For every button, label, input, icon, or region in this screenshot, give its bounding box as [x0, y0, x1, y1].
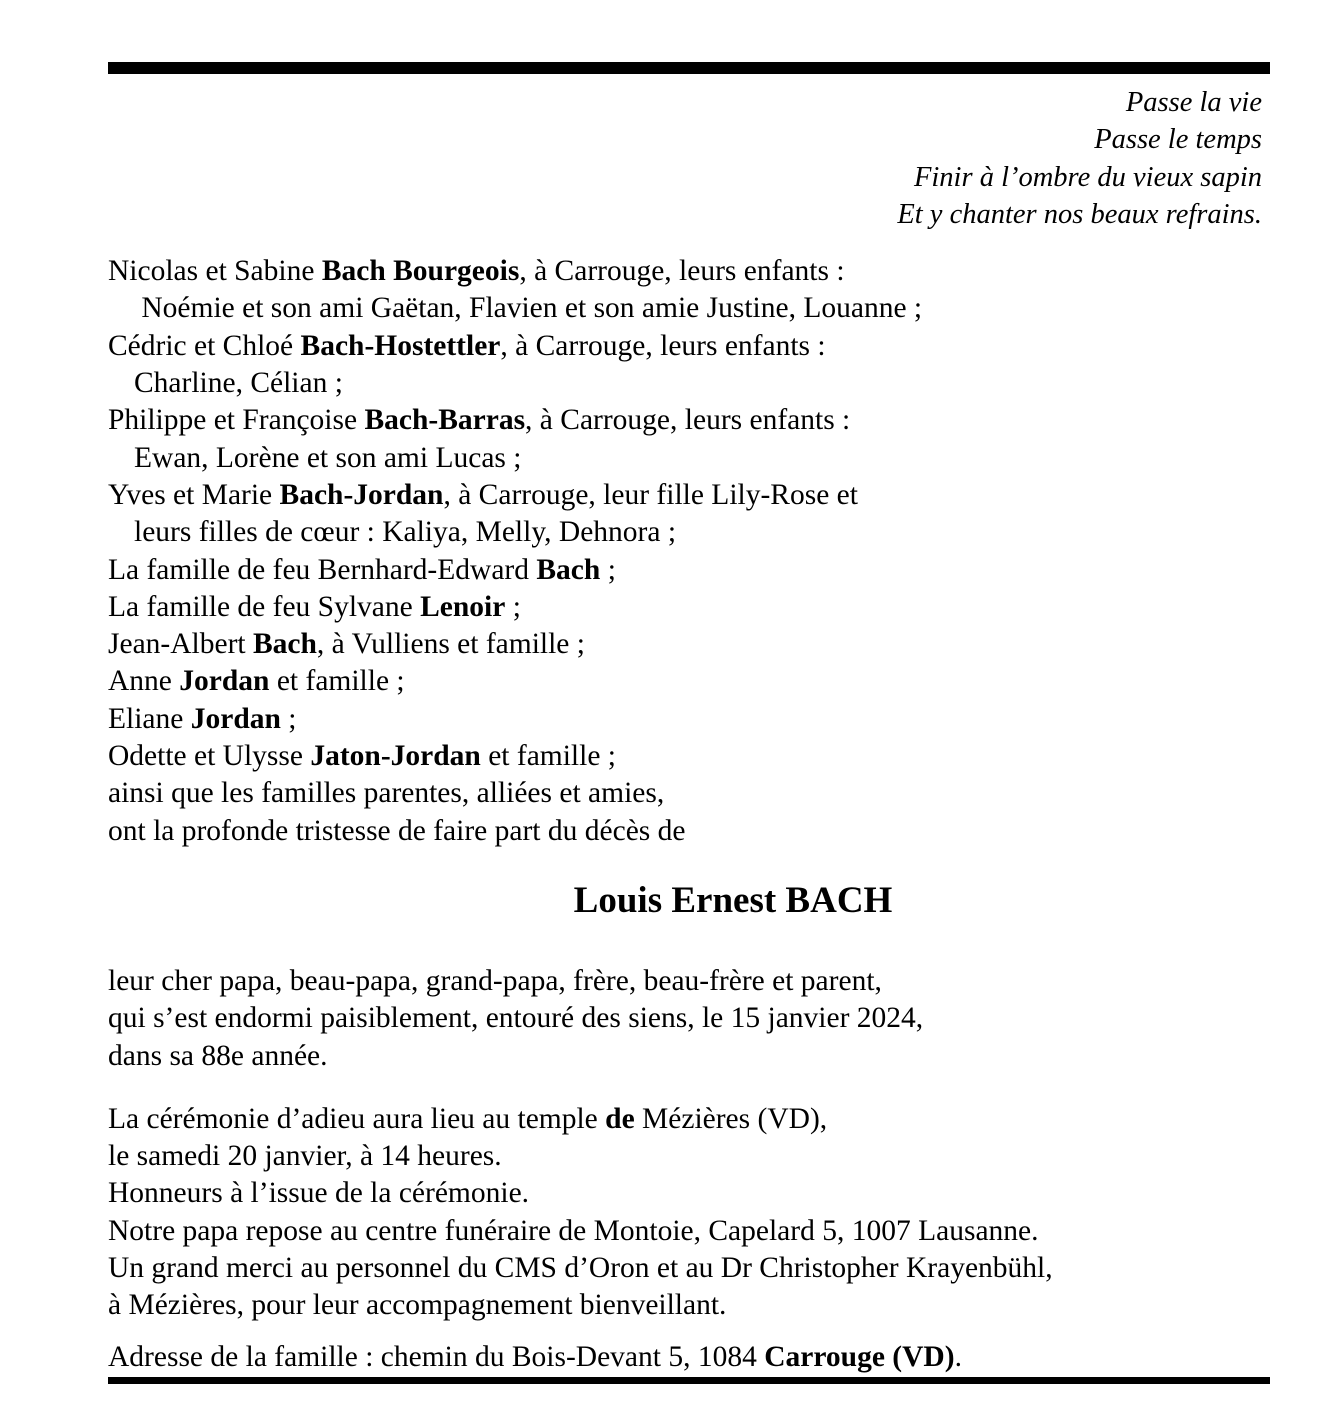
text-line	[108, 84, 1262, 121]
text-segment: Jean-Albert	[108, 628, 253, 661]
text-line	[108, 514, 1262, 551]
text-segment: qui s’est endormi paisiblement, entouré des siens, le 15 janvier 2024,	[108, 1002, 924, 1035]
text-segment: , à Carrouge, leurs enfants :	[519, 255, 845, 288]
bold-text-segment: de	[605, 1102, 635, 1135]
text-segment: dans sa 88e année.	[108, 1039, 328, 1072]
text-segment: , à Carrouge, leurs enfants :	[525, 404, 851, 437]
text-segment: Honneurs à l’issue de la cérémonie.	[108, 1177, 530, 1210]
text-segment: , à Vulliens et famille ;	[316, 628, 585, 661]
deceased-name: Louis Ernest BACH	[573, 879, 893, 921]
text-line	[108, 365, 1262, 402]
text-segment: et famille ;	[269, 665, 405, 698]
bottom-rule	[108, 1377, 1270, 1384]
bold-text-segment: Jordan	[179, 665, 270, 698]
text-line	[108, 738, 1262, 775]
bold-text-segment: Bach-Barras	[364, 404, 526, 437]
text-line	[108, 121, 1262, 158]
text-line	[108, 589, 1262, 626]
text-line	[108, 1038, 1262, 1075]
text-segment: ainsi que les familles parentes, alliées et amies,	[108, 777, 665, 810]
bold-text-segment: Jordan	[190, 702, 281, 735]
text-segment: , à Carrouge, leurs enfants :	[500, 329, 826, 362]
epigraph-poem	[108, 84, 1262, 233]
text-line	[108, 477, 1262, 514]
bold-text-segment: Bach Bourgeois	[321, 255, 520, 288]
text-segment: Philippe et Françoise	[108, 404, 365, 437]
text-line	[108, 402, 1262, 439]
text-line	[108, 701, 1262, 738]
text-line	[108, 552, 1262, 589]
text-segment: .	[954, 1340, 962, 1373]
text-line	[108, 775, 1262, 812]
text-segment: Eliane	[108, 702, 191, 735]
notice-content	[108, 84, 1262, 1376]
paragraph-ceremony-details	[108, 1101, 1262, 1325]
text-segment: Cédric et Chloé	[108, 329, 301, 362]
text-line	[108, 813, 1262, 850]
text-line	[108, 290, 1262, 327]
text-line	[108, 1138, 1262, 1175]
text-line	[108, 626, 1262, 663]
text-line	[108, 253, 1262, 290]
text-segment: Mézières (VD),	[634, 1102, 828, 1135]
text-line	[108, 440, 1262, 477]
top-rule	[108, 62, 1270, 74]
text-segment: Adresse de la famille : chemin du Bois-Devant 5, 1084	[108, 1340, 765, 1373]
paragraph-deceased-relation	[108, 963, 1262, 1075]
text-segment: Et y chanter nos beaux refrains.	[897, 198, 1262, 230]
text-segment: Ewan, Lorène et son ami Lucas ;	[134, 441, 522, 474]
text-segment: ;	[505, 590, 521, 623]
text-line	[108, 1000, 1262, 1037]
text-segment: La famille de feu Bernhard-Edward	[108, 553, 537, 586]
text-segment: La cérémonie d’adieu aura lieu au temple	[108, 1102, 606, 1135]
text-line	[108, 1250, 1262, 1287]
text-segment: Yves et Marie	[108, 478, 280, 511]
bold-text-segment: Bach-Hostettler	[300, 329, 501, 362]
text-segment: leur cher papa, beau-papa, grand-papa, frère, beau-frère et parent,	[108, 964, 882, 997]
text-segment: Noémie et son ami Gaëtan, Flavien et son amie Justine, Louanne ;	[134, 292, 923, 325]
text-line	[108, 963, 1262, 1000]
text-line	[108, 159, 1262, 196]
text-line	[108, 1101, 1262, 1138]
text-segment: le samedi 20 janvier, à 14 heures.	[108, 1140, 502, 1173]
text-segment: La famille de feu Sylvane	[108, 590, 421, 623]
family-list	[108, 253, 1262, 850]
text-line	[108, 1339, 1262, 1376]
text-segment: Passe le temps	[1094, 124, 1262, 156]
address-line	[108, 1339, 1262, 1376]
bold-text-segment: Bach	[536, 553, 601, 586]
text-segment: Odette et Ulysse	[108, 740, 311, 773]
text-segment: Anne	[108, 665, 180, 698]
text-segment: Notre papa repose au centre funéraire de Montoie, Capelard 5, 1007 Lausanne.	[108, 1214, 1039, 1247]
bold-text-segment: Bach	[252, 628, 317, 661]
text-line	[108, 663, 1262, 700]
text-line	[108, 1287, 1262, 1324]
text-segment: ont la profonde tristesse de faire part du décès de	[108, 814, 686, 847]
text-segment: ;	[280, 702, 297, 735]
text-segment: ;	[600, 553, 616, 586]
text-line	[108, 1175, 1262, 1212]
text-segment: Passe la vie	[1125, 87, 1262, 118]
text-line	[108, 1213, 1262, 1250]
text-segment: leurs filles de cœur : Kaliya, Melly, Dehnora ;	[134, 516, 677, 549]
text-segment: Nicolas et Sabine	[108, 255, 322, 288]
bold-text-segment: Lenoir	[420, 590, 506, 623]
text-segment: , à Carrouge, leur fille Lily-Rose et	[443, 478, 858, 511]
text-line	[108, 328, 1262, 365]
text-segment: et famille ;	[480, 740, 616, 773]
bold-text-segment: Bach-Jordan	[279, 478, 444, 511]
text-segment: Finir à l’ombre du vieux sapin	[913, 161, 1262, 193]
bold-text-segment: Carrouge (VD)	[764, 1340, 955, 1373]
text-line	[108, 196, 1262, 233]
text-segment: Un grand merci au personnel du CMS d’Oron et au Dr Christopher Krayenbühl,	[108, 1252, 1053, 1285]
text-segment: Charline, Célian ;	[134, 367, 343, 400]
text-segment: à Mézières, pour leur accompagnement bienveillant.	[108, 1289, 727, 1322]
bold-text-segment: Jaton-Jordan	[310, 740, 481, 773]
